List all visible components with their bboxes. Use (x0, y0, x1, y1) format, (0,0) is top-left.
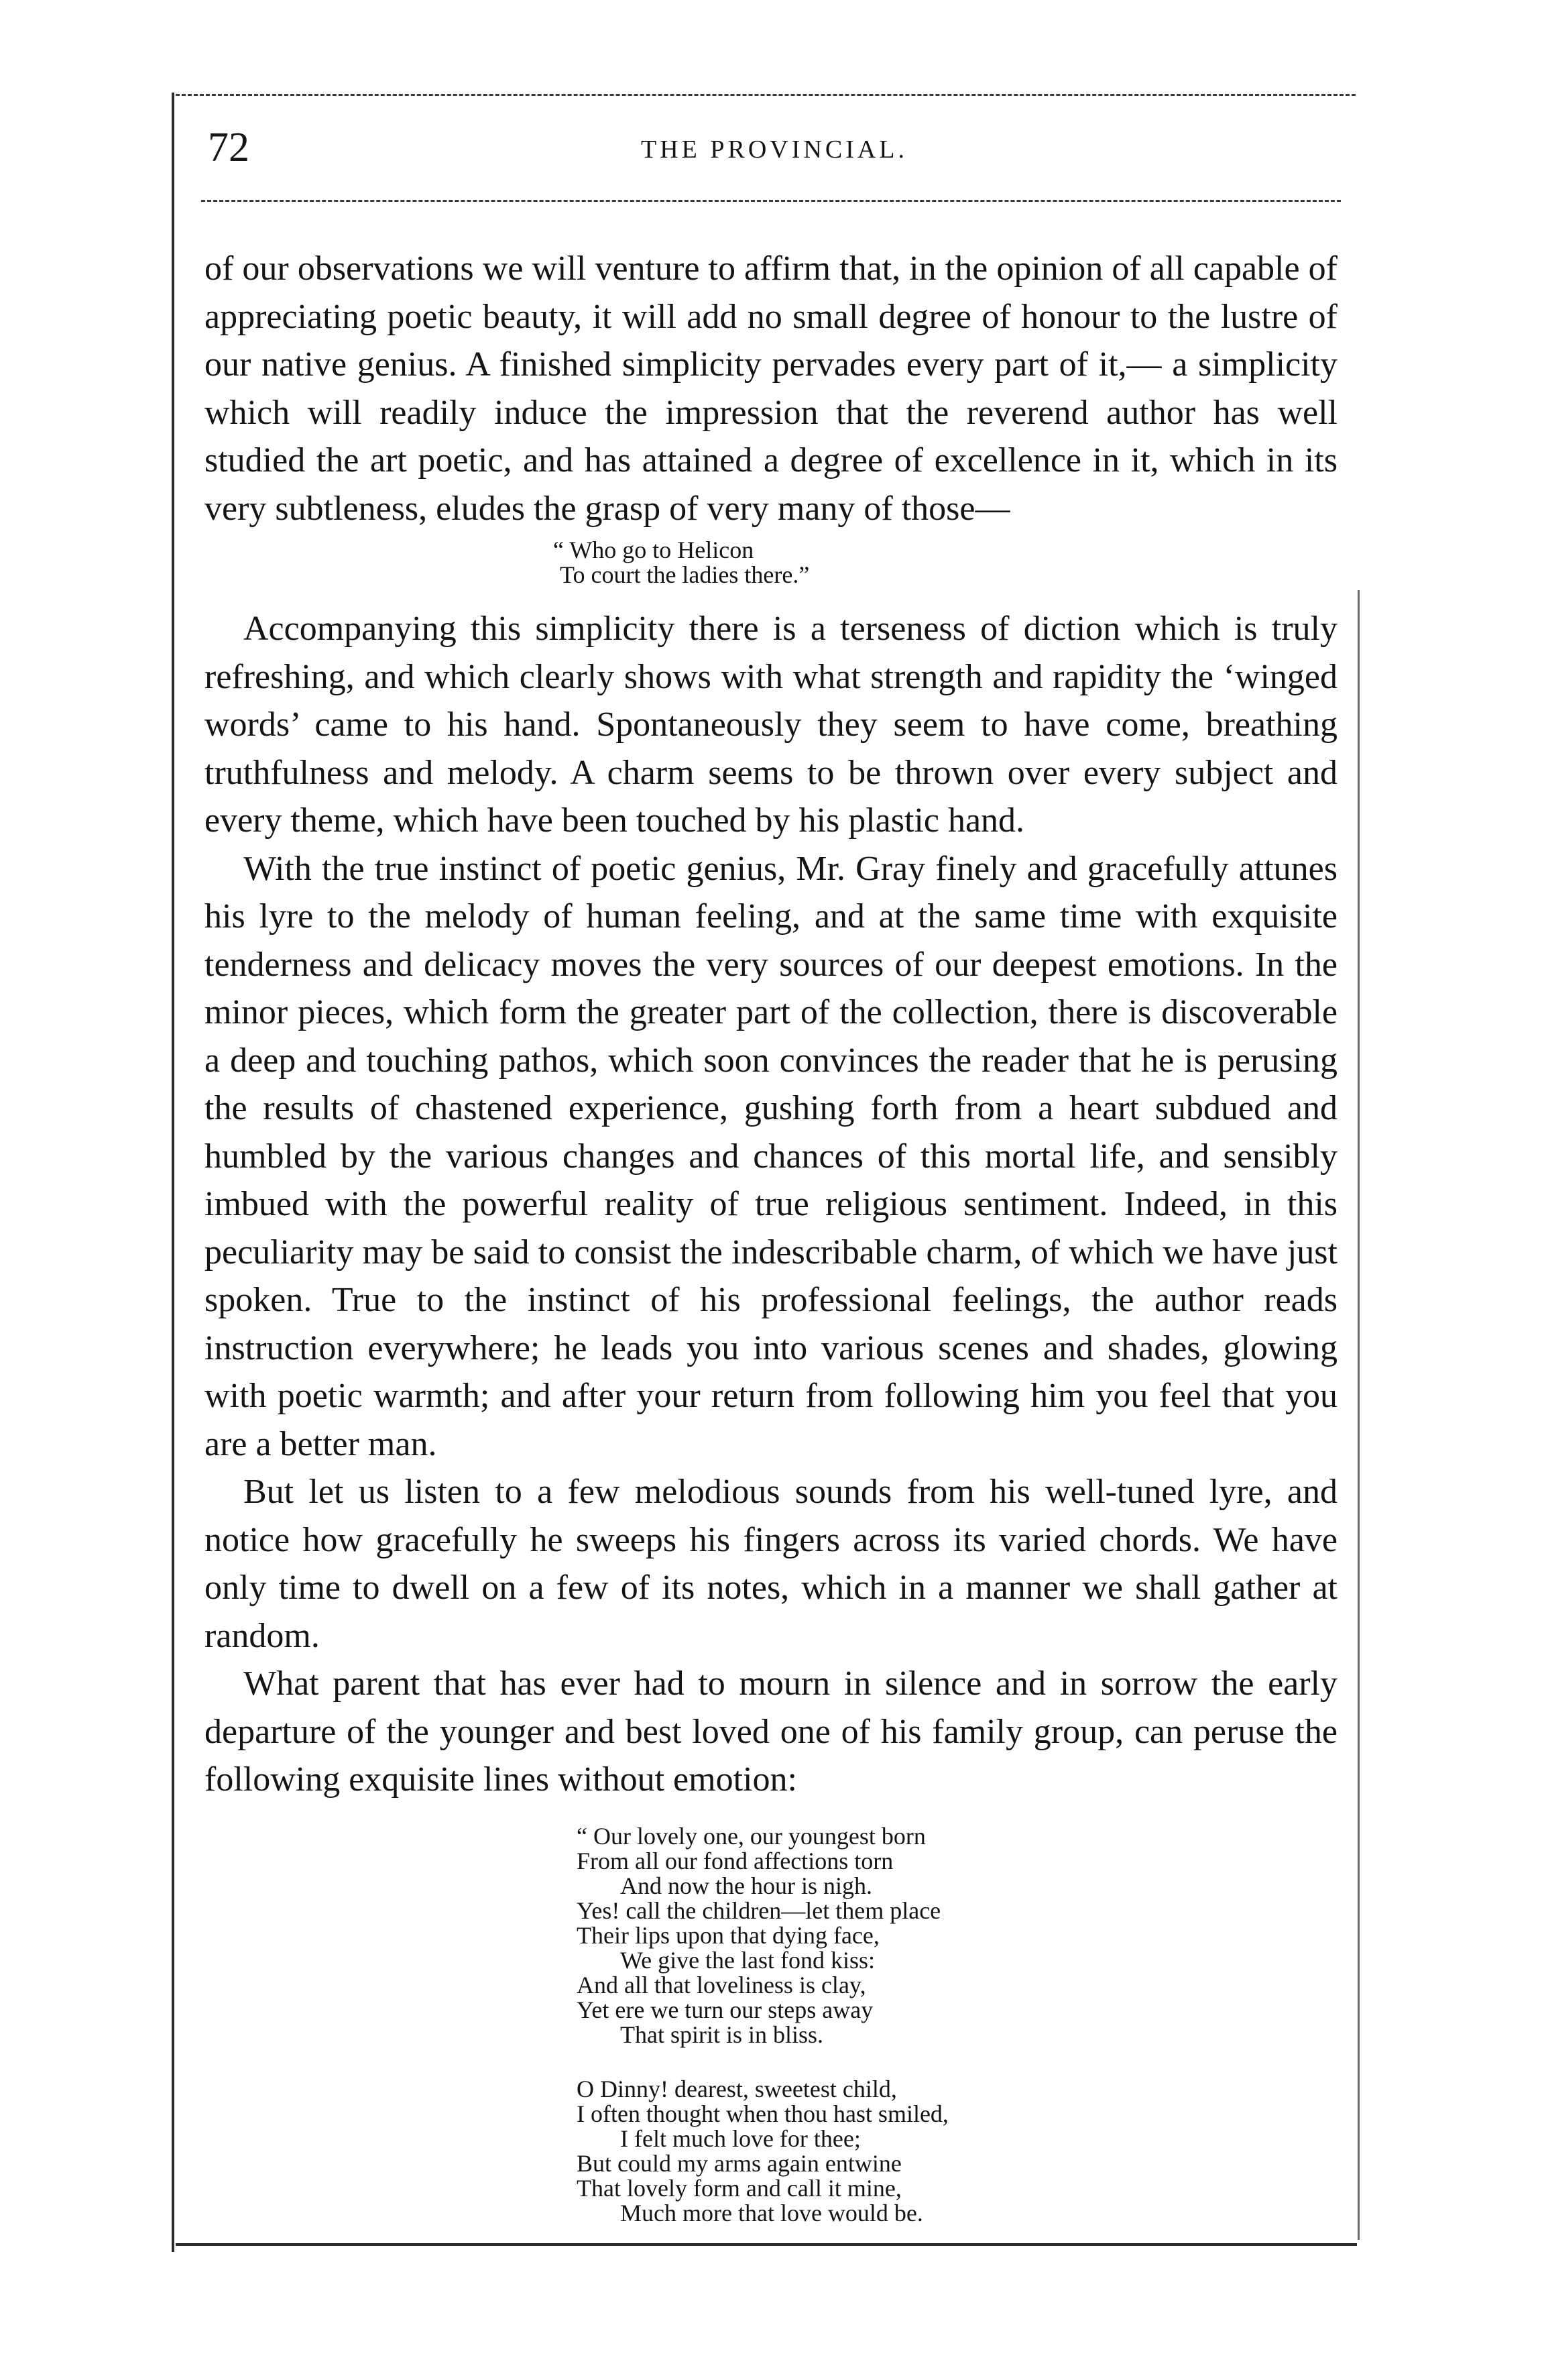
top-border-rule (176, 94, 1356, 96)
running-head (208, 121, 1341, 174)
poem-stanza-2 (577, 2077, 1338, 2226)
header-rule (201, 200, 1341, 202)
quote-line: To court the ladies there.” (560, 561, 810, 588)
paragraph-4: But let us listen to a few melodious sounds from his well-tuned lyre, and notice how gracefully he sweeps his fingers across its varied chords. We have only time to dwell on a few of its notes, which in a manner we shall gather at random. (204, 1473, 1338, 1655)
verse-line: But could my arms again entwine (577, 2149, 902, 2177)
bottom-border-rule (176, 2243, 1357, 2246)
verse-line: That lovely form and call it mine, (577, 2174, 902, 2202)
verse-line: And now the hour is nigh. (620, 1872, 872, 1899)
paragraph-3: With the true instinct of poetic genius, Mr. Gray finely and gracefully attunes his lyre to the melody of human feeling, and at the same time with exquisite tenderness and delicacy moves the very sources of our deepest emotions. In the minor pieces, which form the greater part of the collection, there is discoverable a deep and touching pathos, which soon convinces the reader that he is perusing the results of chastened experience, gushing forth from a heart subdued and humbled by the various changes and chances of this mortal life, and sensibly imbued with the powerful reality of true religious sentiment. Indeed, in this peculiarity may be said to consist the indescribable charm, of which we have just spoken. True to the instinct of his professional feelings, the author reads instruction everywhere; he leads you into various scenes and shades, glowing with poetic warmth; and after your return from following him you feel that you are a better man. (204, 849, 1338, 1463)
verse-line: That spirit is in bliss. (620, 2021, 824, 2048)
verse-line: Yet ere we turn our steps away (577, 1996, 874, 2023)
verse-line: I often thought when thou hast smiled, (577, 2100, 949, 2127)
paragraph-1: of our observations we will venture to affirm that, in the opinion of all capable of appreciating poetic beauty, it will add no small degree of honour to the lustre of our native genius. A finished simplicity pervades every part of it,— a simplicity which will readily induce the impression that the reverend author has well studied the art poetic, and has attained a degree of excellence in it, which in its very subtleness, eludes the grasp of very many of those— (204, 249, 1338, 528)
quote-line: “ Who go to Helicon (553, 536, 754, 563)
right-border-rule-line (1358, 590, 1360, 2240)
verse-line: Their lips upon that dying face, (577, 1921, 880, 1949)
verse-line: “ Our lovely one, our youngest born (577, 1822, 926, 1850)
paragraph-2: Accompanying this simplicity there is a terseness of diction which is truly refreshing, and which clearly shows with what strength and rapidity the ‘winged words’ came to his hand. Spontaneously they seem to have come, breathing truthfulness and melody. A charm seems to be thrown over every subject and every theme, which have been touched by his plastic hand. (204, 610, 1338, 840)
verse-line: Yes! call the children—let them place (577, 1896, 941, 1924)
verse-line: From all our fond affections torn (577, 1847, 894, 1874)
verse-line: O Dinny! dearest, sweetest child, (577, 2075, 897, 2102)
verse-line: I felt much love for thee; (620, 2124, 861, 2152)
article-body (204, 245, 1338, 2226)
page-number: 72 (208, 125, 249, 170)
poem-stanza-1 (577, 1824, 1338, 2047)
verse-line: We give the last fond kiss: (620, 1946, 876, 1974)
inline-quotation (553, 538, 1338, 587)
running-title: THE PROVINCIAL. (641, 135, 908, 164)
verse-line: Much more that love would be. (620, 2199, 923, 2226)
left-border-rule (172, 93, 174, 2252)
verse-line: And all that loveliness is clay, (577, 1971, 866, 1998)
paragraph-5: What parent that has ever had to mourn in silence and in sorrow the early departure of the younger and best loved one of his family group, can peruse the following exquisite lines without emotion: (204, 1664, 1338, 1799)
